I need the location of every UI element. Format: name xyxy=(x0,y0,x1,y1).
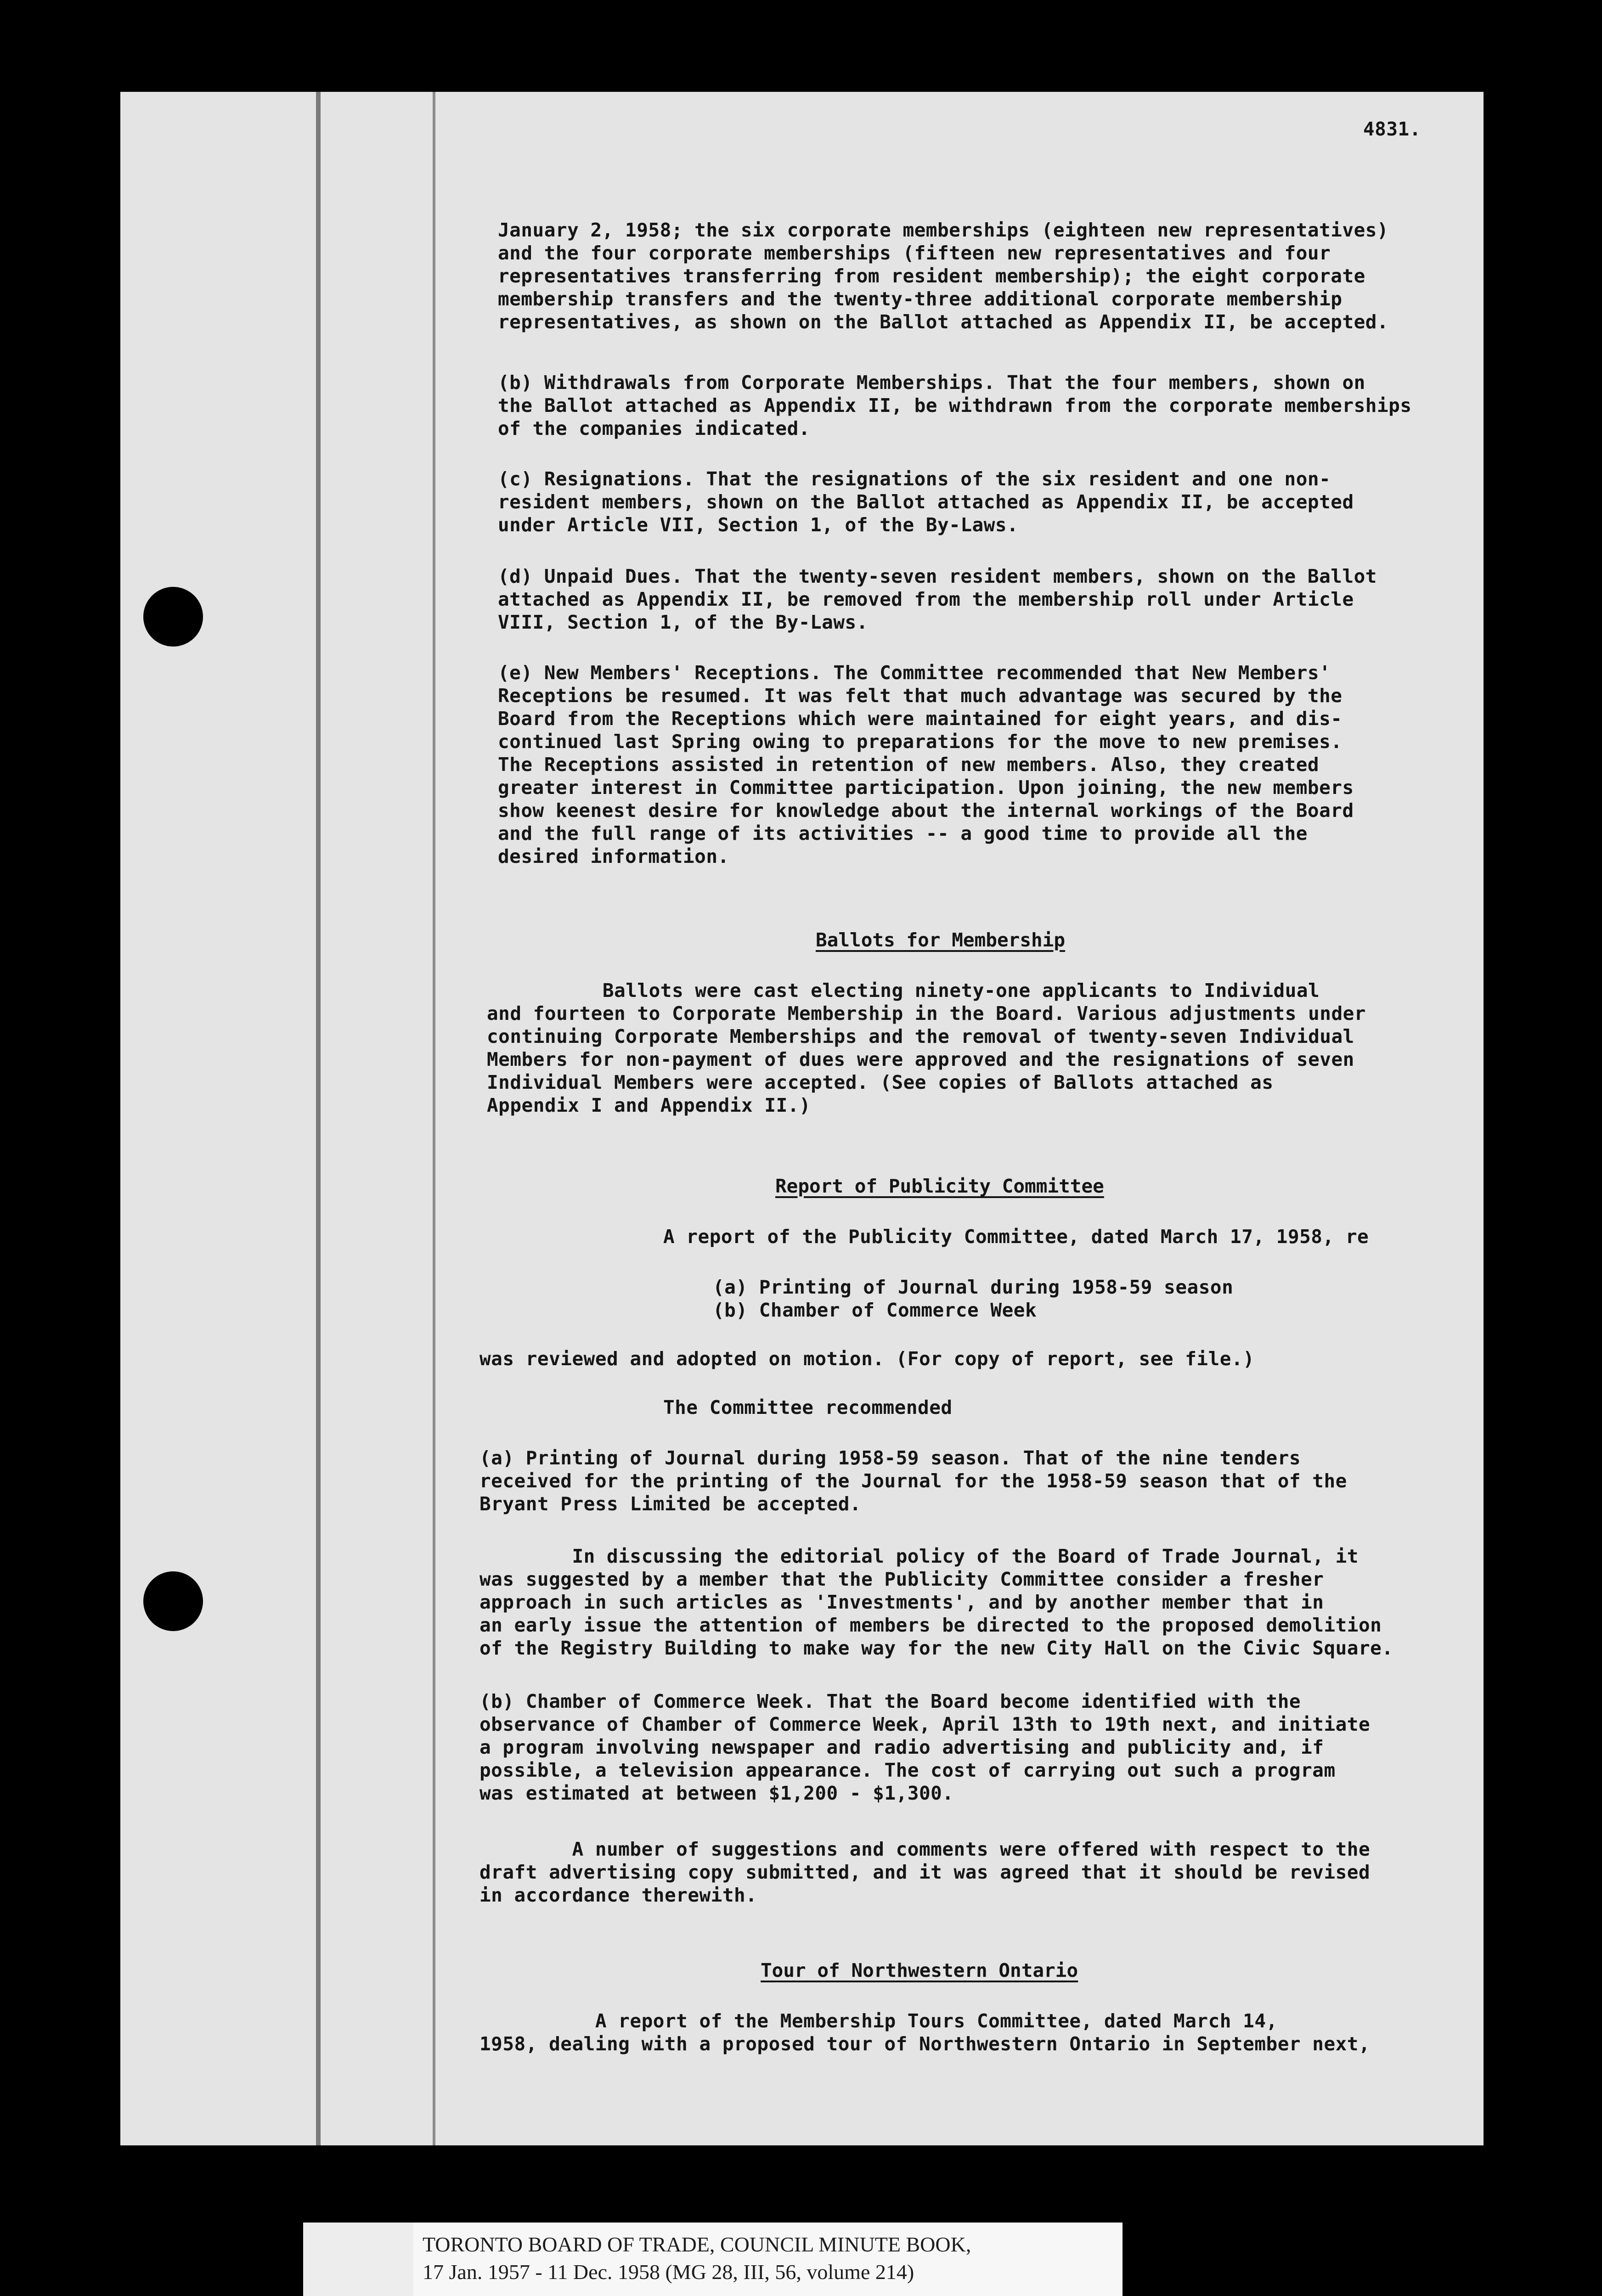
text-line: was suggested by a member that the Publicity Committee consider a fresher xyxy=(479,1568,1324,1590)
text-line: A number of suggestions and comments were offered with respect to the xyxy=(479,1838,1371,1860)
collection-dates: 17 Jan. 1957 - 11 Dec. 1958 (MG 28, III, 56, volume 214) xyxy=(423,2260,914,2284)
text-line: Bryant Press Limited be accepted. xyxy=(479,1493,862,1515)
list-item: (a) Printing of Journal during 1958-59 season xyxy=(713,1276,1234,1298)
page-margin-line xyxy=(316,92,321,2145)
text-line: (a) Printing of Journal during 1958-59 season. That of the nine tenders xyxy=(479,1447,1301,1469)
text-line: a program involving newspaper and radio advertising and publicity and, if xyxy=(479,1736,1324,1758)
text-line: Members for non-payment of dues were approved and the resignations of seven xyxy=(487,1048,1354,1070)
text-line: possible, a television appearance. The cost of carrying out such a program xyxy=(479,1759,1336,1781)
text-line: continuing Corporate Memberships and the removal of twenty-seven Individual xyxy=(487,1025,1354,1047)
text-line: 1958, dealing with a proposed tour of Northwestern Ontario in September next, xyxy=(479,2033,1371,2055)
page-ruled-margin xyxy=(433,92,435,2145)
text-line: received for the printing of the Journal for the 1958-59 season that of the xyxy=(479,1470,1347,1492)
text-line: The Committee recommended xyxy=(663,1396,953,1418)
text-line: Ballots were cast electing ninety-one applicants to Individual xyxy=(487,979,1320,1002)
text-line: greater interest in Committee participation. Upon joining, the new members xyxy=(498,777,1354,799)
text-line: and the four corporate memberships (fifteen new representatives and four xyxy=(498,242,1331,264)
text-line: under Article VII, Section 1, of the By-Laws. xyxy=(498,514,1019,536)
text-line: Appendix I and Appendix II.) xyxy=(487,1094,811,1116)
text-line: Individual Members were accepted. (See copies of Ballots attached as xyxy=(487,1071,1274,1093)
text-line: observance of Chamber of Commerce Week, April 13th to 19th next, and initiate xyxy=(479,1713,1371,1735)
binder-hole xyxy=(143,587,203,647)
text-line: (b) Chamber of Commerce Week. That the Board become identified with the xyxy=(479,1690,1301,1712)
text-line: an early issue the attention of members be directed to the proposed demolition xyxy=(479,1614,1382,1636)
text-line: continued last Spring owing to preparations for the move to new premises. xyxy=(498,731,1343,753)
binder-hole xyxy=(143,1571,203,1631)
text-line: Receptions be resumed. It was felt that much advantage was secured by the xyxy=(498,685,1343,707)
text-line: representatives, as shown on the Ballot attached as Appendix II, be accepted. xyxy=(498,311,1389,333)
text-line: In discussing the editorial policy of the Board of Trade Journal, it xyxy=(479,1545,1359,1567)
text-line: The Receptions assisted in retention of new members. Also, they created xyxy=(498,754,1320,776)
text-line: was reviewed and adopted on motion. (For copy of report, see file.) xyxy=(479,1348,1255,1370)
text-line: January 2, 1958; the six corporate memberships (eighteen new representatives) xyxy=(498,219,1389,241)
text-line: show keenest desire for knowledge about the internal workings of the Board xyxy=(498,799,1354,822)
text-line: of the Registry Building to make way for the new City Hall on the Civic Square. xyxy=(479,1637,1393,1659)
text-line: (b) Withdrawals from Corporate Memberships. That the four members, shown on xyxy=(498,371,1365,394)
text-line: desired information. xyxy=(498,845,729,867)
text-line: Board from the Receptions which were maintained for eight years, and dis- xyxy=(498,708,1343,730)
text-line: A report of the Publicity Committee, dated March 17, 1958, re xyxy=(663,1226,1369,1248)
text-line: approach in such articles as 'Investments', and by another member that in xyxy=(479,1591,1324,1613)
page-number: 4831. xyxy=(1363,118,1421,140)
text-line: (e) New Members' Receptions. The Committee recommended that New Members' xyxy=(498,662,1331,684)
text-line: of the companies indicated. xyxy=(498,417,810,439)
text-line: (d) Unpaid Dues. That the twenty-seven resident members, shown on the Ballot xyxy=(498,565,1377,587)
text-line: and fourteen to Corporate Membership in the Board. Various adjustments under xyxy=(487,1002,1366,1024)
section-heading: Ballots for Membership xyxy=(816,929,1066,951)
text-line: and the full range of its activities -- a good time to provide all the xyxy=(498,822,1308,844)
section-heading: Tour of Northwestern Ontario xyxy=(761,1959,1078,1981)
text-line: (c) Resignations. That the resignations of the six resident and one non- xyxy=(498,468,1331,490)
text-line: representatives transferring from resident membership); the eight corporate xyxy=(498,265,1365,287)
text-line: resident members, shown on the Ballot attached as Appendix II, be accepted xyxy=(498,491,1354,513)
text-line: in accordance therewith. xyxy=(479,1884,757,1906)
list-item: (b) Chamber of Commerce Week xyxy=(713,1299,1037,1321)
text-line: VIII, Section 1, of the By-Laws. xyxy=(498,611,868,633)
text-line: was estimated at between $1,200 - $1,300. xyxy=(479,1782,954,1804)
text-line: draft advertising copy submitted, and it was agreed that it should be revised xyxy=(479,1861,1371,1883)
text-line: attached as Appendix II, be removed from the membership roll under Article xyxy=(498,588,1354,610)
section-heading: Report of Publicity Committee xyxy=(775,1175,1104,1197)
text-line: A report of the Membership Tours Committee, dated March 14, xyxy=(479,2010,1278,2032)
text-line: membership transfers and the twenty-three additional corporate membership xyxy=(498,288,1343,310)
text-line: the Ballot attached as Appendix II, be withdrawn from the corporate memberships xyxy=(498,394,1412,416)
collection-title: TORONTO BOARD OF TRADE, COUNCIL MINUTE BOOK, xyxy=(423,2233,971,2256)
